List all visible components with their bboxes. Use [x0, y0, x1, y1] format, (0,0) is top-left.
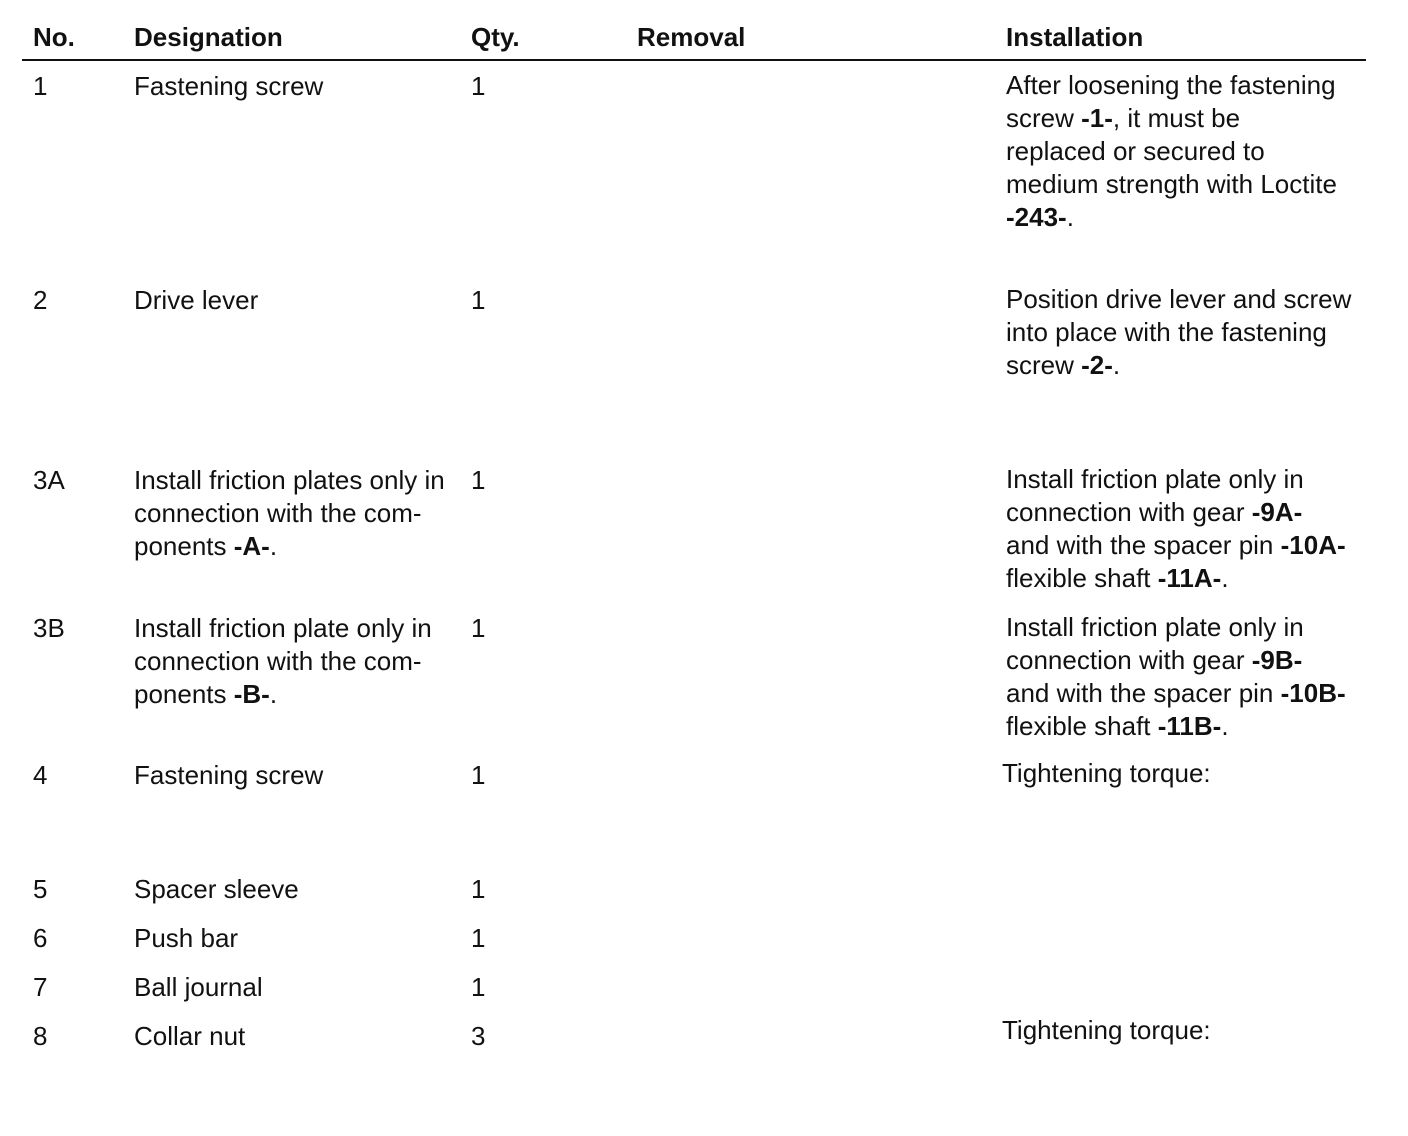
installation-line: -243-. [1006, 202, 1074, 232]
installation-line: Install friction plate only in [1006, 612, 1304, 642]
installation-line: Position drive lever and screw [1006, 284, 1352, 314]
installation-line: connection with gear -9B- [1006, 645, 1303, 675]
row-1-installation [1006, 69, 1337, 234]
row-2-installation [1006, 283, 1351, 382]
header-designation: Designation [134, 22, 283, 52]
row-6-no: 6 [33, 923, 48, 953]
installation-line: and with the spacer pin -10A- [1006, 530, 1346, 560]
row-2-qty: 1 [471, 285, 486, 315]
row-5-designation: Spacer sleeve [134, 874, 299, 904]
installation-line: flexible shaft -11B-. [1006, 711, 1229, 741]
row-4-installation: Tightening torque: [1002, 758, 1211, 788]
row-2-no: 2 [33, 285, 48, 315]
row-1-designation: Fastening screw [134, 71, 324, 101]
header-rule [22, 59, 1366, 61]
row-4-designation: Fastening screw [134, 760, 324, 790]
header-no: No. [33, 22, 75, 52]
installation-line: medium strength with Loctite [1006, 169, 1337, 199]
row-1-qty: 1 [471, 71, 486, 101]
row-7-qty: 1 [471, 972, 486, 1002]
row-5-no: 5 [33, 874, 48, 904]
row-3a-designation [134, 464, 445, 563]
row-6-qty: 1 [471, 923, 486, 953]
installation-line: Install friction plate only in [1006, 464, 1304, 494]
row-5-qty: 1 [471, 874, 486, 904]
installation-line: screw -1-, it must be [1006, 103, 1241, 133]
designation-line: ponents -B-. [134, 679, 278, 709]
row-8-installation: Tightening torque: [1002, 1015, 1211, 1045]
installation-line: After loosening the fastening [1006, 70, 1336, 100]
header-removal: Removal [637, 22, 746, 52]
designation-line: Install friction plate only in [134, 613, 432, 643]
row-2-designation: Drive lever [134, 285, 259, 315]
designation-line: connection with the com- [134, 498, 422, 528]
row-3b-no: 3B [33, 613, 65, 643]
row-8-no: 8 [33, 1021, 48, 1051]
header-qty: Qty. [471, 22, 520, 52]
row-3a-no: 3A [33, 465, 65, 495]
installation-line: and with the spacer pin -10B- [1006, 678, 1346, 708]
designation-line: ponents -A-. [134, 531, 278, 561]
installation-line: into place with the fastening [1006, 317, 1327, 347]
row-4-no: 4 [33, 760, 48, 790]
installation-line: replaced or secured to [1006, 136, 1265, 166]
row-8-qty: 3 [471, 1021, 486, 1051]
row-3a-qty: 1 [471, 465, 486, 495]
row-8-designation: Collar nut [134, 1021, 246, 1051]
installation-line: flexible shaft -11A-. [1006, 563, 1229, 593]
row-3b-installation [1006, 611, 1346, 743]
row-4-qty: 1 [471, 760, 486, 790]
row-7-designation: Ball journal [134, 972, 263, 1002]
installation-line: screw -2-. [1006, 350, 1121, 380]
designation-line: Install friction plates only in [134, 465, 445, 495]
designation-line: connection with the com- [134, 646, 422, 676]
row-3b-qty: 1 [471, 613, 486, 643]
row-3b-designation [134, 612, 432, 711]
header-installation: Installation [1006, 22, 1144, 52]
installation-line: connection with gear -9A- [1006, 497, 1303, 527]
row-3a-installation [1006, 463, 1346, 595]
row-1-no: 1 [33, 71, 48, 101]
row-6-designation: Push bar [134, 923, 239, 953]
row-7-no: 7 [33, 972, 48, 1002]
